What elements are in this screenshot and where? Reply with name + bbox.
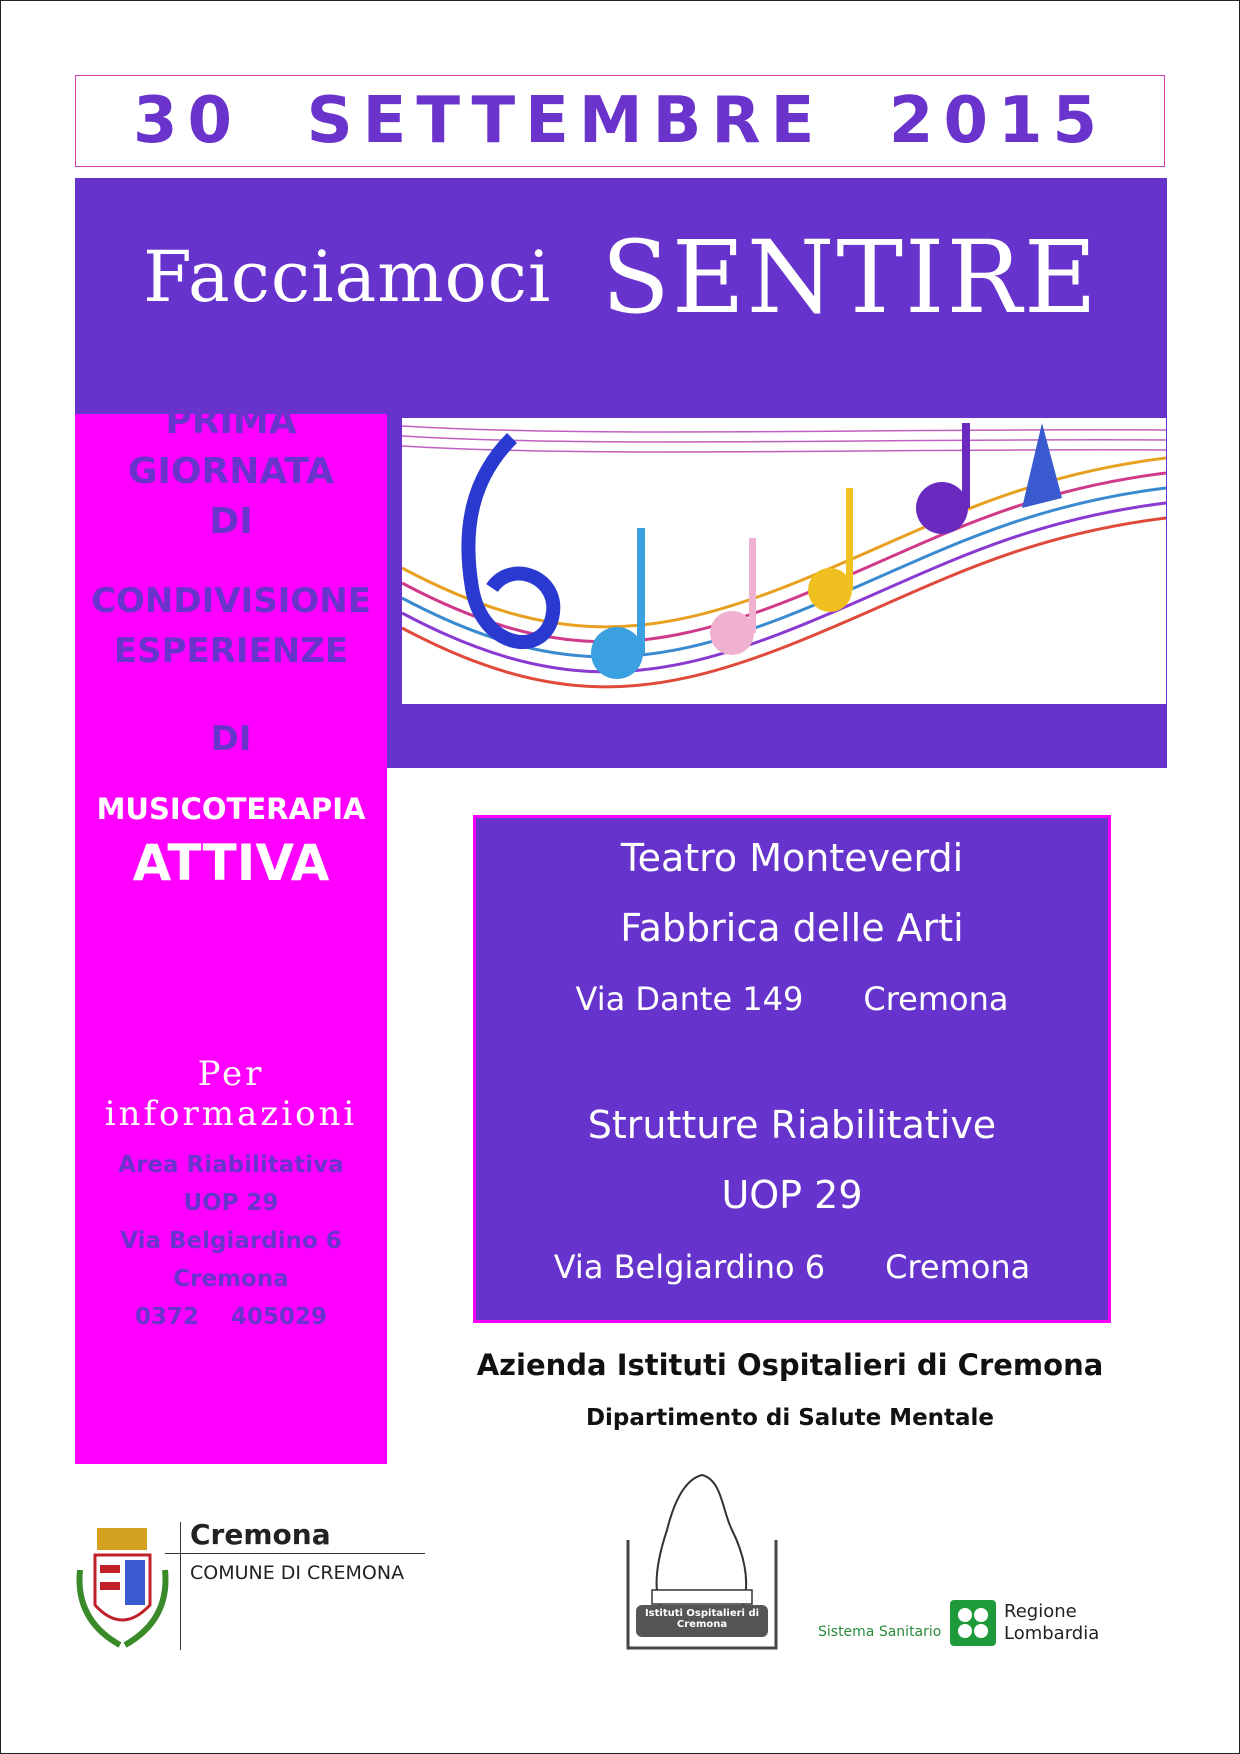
venue-2-address xyxy=(476,1248,1108,1286)
contact-line-4: Cremona xyxy=(173,1266,289,1292)
title-small: Facciamoci xyxy=(143,236,552,318)
di-line-2: DI xyxy=(210,719,252,759)
musicoterapia-line: MUSICOTERAPIA xyxy=(96,792,366,826)
regione-label: Regione xyxy=(1004,1601,1077,1622)
info-label: Per informazioni xyxy=(104,1054,358,1134)
venue-2-sub: UOP 29 xyxy=(721,1173,863,1217)
comune-subtitle: COMUNE DI CREMONA xyxy=(190,1562,405,1584)
attiva-line: ATTIVA xyxy=(132,834,330,892)
venue-2-name: Strutture Riabilitative xyxy=(587,1103,997,1147)
giornata-line: GIORNATA xyxy=(127,451,335,492)
title-band xyxy=(75,178,1167,416)
info-column xyxy=(75,401,387,1464)
venue-2-street: Via Belgiardino 6 xyxy=(553,1248,826,1286)
venue-1-sub: Fabbrica delle Arti xyxy=(620,906,964,950)
contact-line-2: UOP 29 xyxy=(183,1190,279,1216)
venue-1-name: Teatro Monteverdi xyxy=(620,836,964,880)
contact-phone: 0372 405029 xyxy=(134,1304,328,1330)
venues-box xyxy=(473,815,1111,1323)
event-date: 30 SETTEMBRE 2015 xyxy=(132,84,1108,158)
title-big: SENTIRE xyxy=(601,218,1099,336)
music-notes-illustration xyxy=(402,418,1166,704)
organizer-name: Azienda Istituti Ospitalieri di Cremona xyxy=(476,1348,1104,1382)
ospedale-logo-label: Istituti Ospitalieri di Cremona xyxy=(644,1608,760,1630)
condivisione-line: CONDIVISIONE xyxy=(91,581,371,621)
regione-lombardia-icon xyxy=(950,1600,996,1646)
prima-line: PRIMA xyxy=(165,401,297,442)
cremona-crest-icon xyxy=(75,1520,170,1655)
venue-1-address xyxy=(476,980,1108,1018)
lombardia-label: Lombardia xyxy=(1004,1623,1100,1644)
contact-line-3: Via Belgiardino 6 xyxy=(120,1228,342,1254)
department-name: Dipartimento di Salute Mentale xyxy=(585,1405,995,1431)
venue-1-city: Cremona xyxy=(863,980,1009,1018)
venue-2-city: Cremona xyxy=(885,1248,1031,1286)
comune-name: Cremona xyxy=(190,1518,331,1551)
esperienze-line: ESPERIENZE xyxy=(113,631,349,671)
venue-1-street: Via Dante 149 xyxy=(575,980,804,1018)
comune-divider-horizontal xyxy=(165,1553,425,1554)
date-box xyxy=(75,75,1165,167)
sistema-sanitario-label: Sistema Sanitario xyxy=(818,1624,942,1640)
di-line: DI xyxy=(209,501,253,542)
contact-line-1: Area Riabilitativa xyxy=(118,1152,344,1178)
comune-divider-vertical xyxy=(180,1522,181,1650)
